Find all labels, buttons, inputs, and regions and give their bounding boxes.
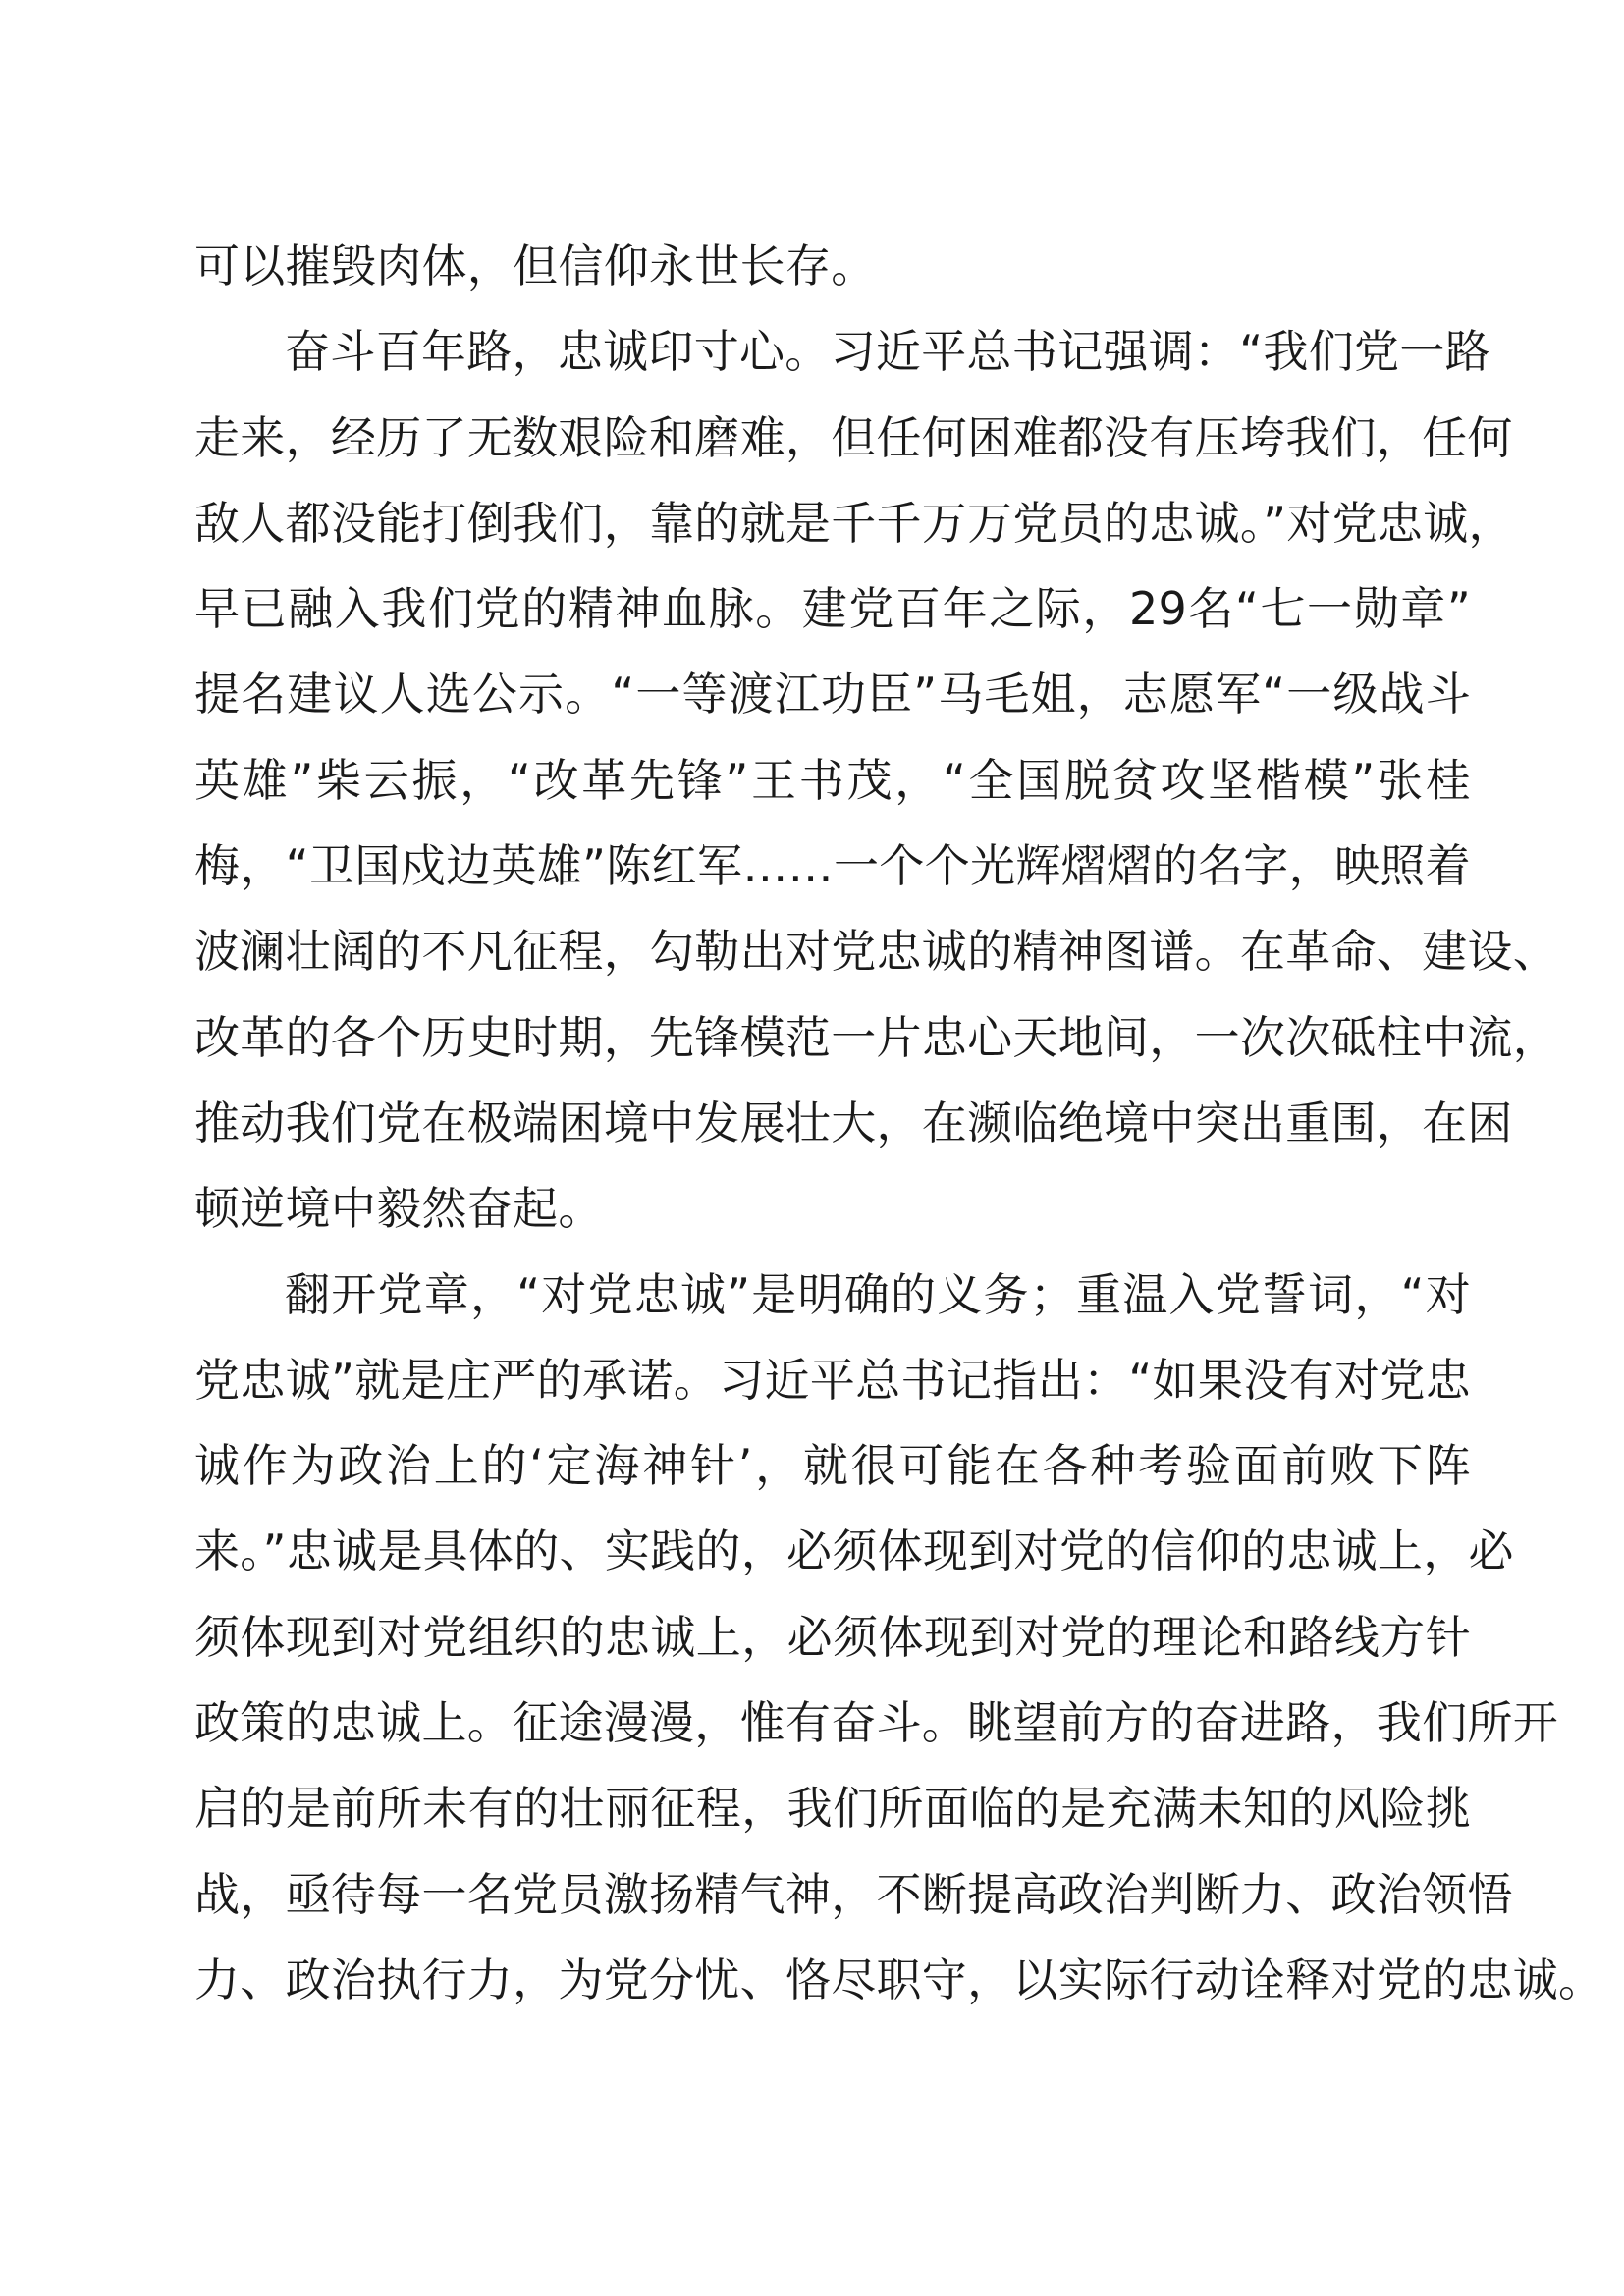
body-text — [194, 224, 1604, 2023]
text-line: 英雄”柴云振，“改革先锋”王书茂，“全国脱贫攻坚楷模”张桂 — [194, 753, 1471, 807]
text-line: 早已融入我们党的精神血脉。建党百年之际，29名“七一勋章” — [194, 582, 1471, 636]
text-line: 敌人都没能打倒我们，靠的就是千千万万党员的忠诚。”对党忠诚， — [194, 496, 1514, 550]
text-line: 政策的忠诚上。征途漫漫，惟有奋斗。眺望前方的奋进路，我们所开 — [194, 1696, 1558, 1750]
text-line: 顿逆境中毅然奋起。 — [194, 1182, 604, 1236]
text-line: 力、政治执行力，为党分忧、恪尽职守，以实际行动诠释对党的忠诚。 — [194, 1952, 1604, 2006]
text-line: 须体现到对党组织的忠诚上，必须体现到对党的理论和路线方针 — [194, 1610, 1471, 1664]
text-line: 提名建议人选公示。“一等渡江功臣”马毛姐，志愿军“一级战斗 — [194, 667, 1471, 721]
text-line: 波澜壮阔的不凡征程，勾勒出对党忠诚的精神图谱。在革命、建设、 — [194, 925, 1558, 979]
text-line: 翻开党章，“对党忠诚”是明确的义务；重温入党誓词，“对 — [285, 1267, 1471, 1321]
text-line: 可以摧毁肉体，但信仰永世长存。 — [194, 240, 877, 293]
text-line: 诚作为政治上的‘定海神针’，就很可能在各种考验面前败下阵 — [194, 1439, 1471, 1493]
text-line: 梅，“卫国戍边英雄”陈红军……一个个光辉熠熠的名字，映照着 — [194, 839, 1471, 893]
text-line: 奋斗百年路，忠诚印寸心。习近平总书记强调：“我们党一路 — [285, 325, 1490, 379]
text-line: 走来，经历了无数艰险和磨难，但任何困难都没有压垮我们，任何 — [194, 410, 1513, 464]
text-line: 启的是前所未有的壮丽征程，我们所面临的是充满未知的风险挑 — [194, 1782, 1471, 1836]
text-line: 党忠诚”就是庄严的承诺。习近平总书记指出：“如果没有对党忠 — [194, 1353, 1471, 1407]
text-line: 改革的各个历史时期，先锋模范一片忠心天地间，一次次砥柱中流， — [194, 1010, 1558, 1064]
text-line: 战，亟待每一名党员激扬精气神，不断提高政治判断力、政治领悟 — [194, 1867, 1513, 1921]
text-line: 来。”忠诚是具体的、实践的，必须体现到对党的信仰的忠诚上，必 — [194, 1524, 1514, 1578]
text-line: 推动我们党在极端困境中发展壮大，在濒临绝境中突出重围，在困 — [194, 1095, 1513, 1149]
